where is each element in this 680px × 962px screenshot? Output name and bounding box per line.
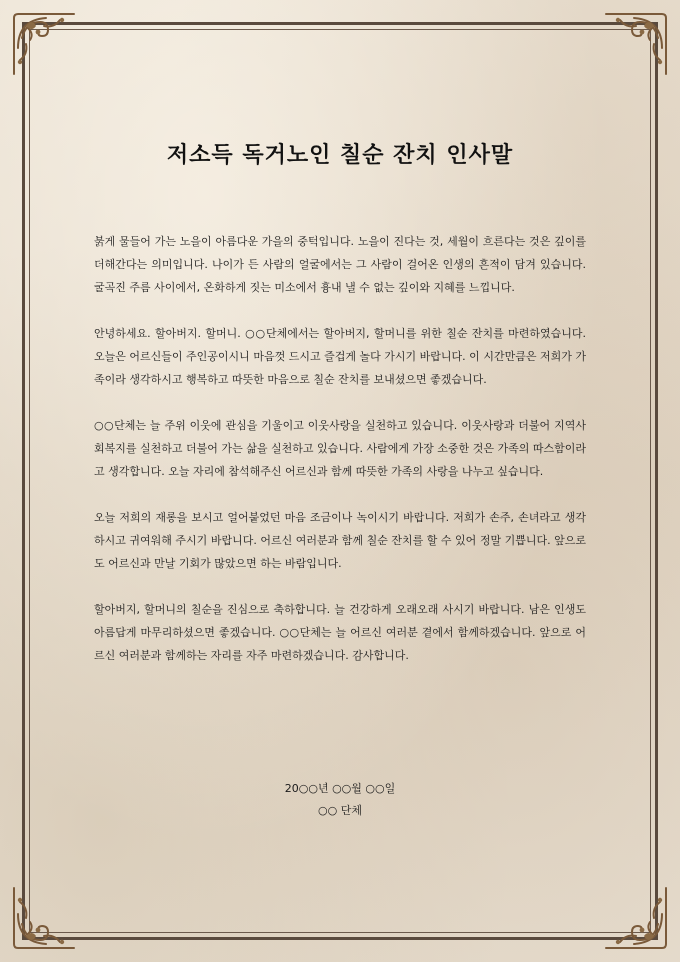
paragraph-closing: 할아버지, 할머니의 칠순을 진심으로 축하합니다. 늘 건강하게 오래오래 사시기 바랍니다. 남은 인생도 아름답게 마무리하셨으면 좋겠습니다. ○○단체는 늘 어르신 여러분 곁에서 함께하겠습니다. 앞으로 어르신 여러분과 함께하는 자리를 자주 마련하겠습니다. 감사합니다. [94, 603, 586, 662]
document-date: 20○○년 ○○월 ○○일 [284, 782, 396, 795]
paragraph-intro: 붉게 물들어 가는 노을이 아름다운 가을의 중턱입니다. 노을이 진다는 것, 세월이 흐른다는 것은 깊이를 더해간다는 의미입니다. 나이가 든 사람의 얼굴에서는 그 사람이 걸어온 인생의 흔적이 담겨 있습니다. 굴곡진 주름 사이에서, 온화하게 짓는 미소에서 흉내 낼 수 없는 깊이와 지혜를 느낍니다. [94, 235, 586, 294]
document-title: 저소득 독거노인 칠순 잔치 인사말 [166, 143, 514, 168]
ornament-corner-icon [8, 882, 80, 954]
ornament-corner-icon [600, 8, 672, 80]
ornament-corner-icon [8, 8, 80, 80]
ornament-corner-icon [600, 882, 672, 954]
paragraph-performance: 오늘 저희의 재롱을 보시고 얼어붙었던 마음 조금이나 녹이시기 바랍니다. 저희가 손주, 손녀라고 생각하시고 귀여워해 주시기 바랍니다. 어르신 여러분과 함께 칠순 잔치를 할 수 있어 정말 기쁩니다. 앞으로도 어르신과 만날 기회가 많았으면 하는 바람입니다. [94, 511, 586, 570]
organization-name: ○○ 단체 [318, 804, 362, 817]
signature-block [60, 778, 620, 822]
paragraph-organization: ○○단체는 늘 주위 이웃에 관심을 기울이고 이웃사랑을 실천하고 있습니다. 이웃사랑과 더불어 지역사회복지를 실천하고 더불어 가는 삶을 실천하고 있습니다. 사람에게 가장 소중한 것은 가족의 따스함이라고 생각합니다. 오늘 자리에 참석해주신 어르신과 함께 따뜻한 가족의 사랑을 나누고 싶습니다. [94, 419, 586, 478]
paragraph-greeting: 안녕하세요. 할아버지. 할머니. ○○단체에서는 할아버지, 할머니를 위한 칠순 잔치를 마련하였습니다. 오늘은 어르신들이 주인공이시니 마음껏 드시고 즐겁게 놀다 가시기 바랍니다. 이 시간만큼은 저희가 가족이라 생각하시고 행복하고 따뜻한 마음으로 칠순 잔치를 보내셨으면 좋겠습니다. [94, 327, 586, 386]
letter-body [94, 230, 586, 690]
